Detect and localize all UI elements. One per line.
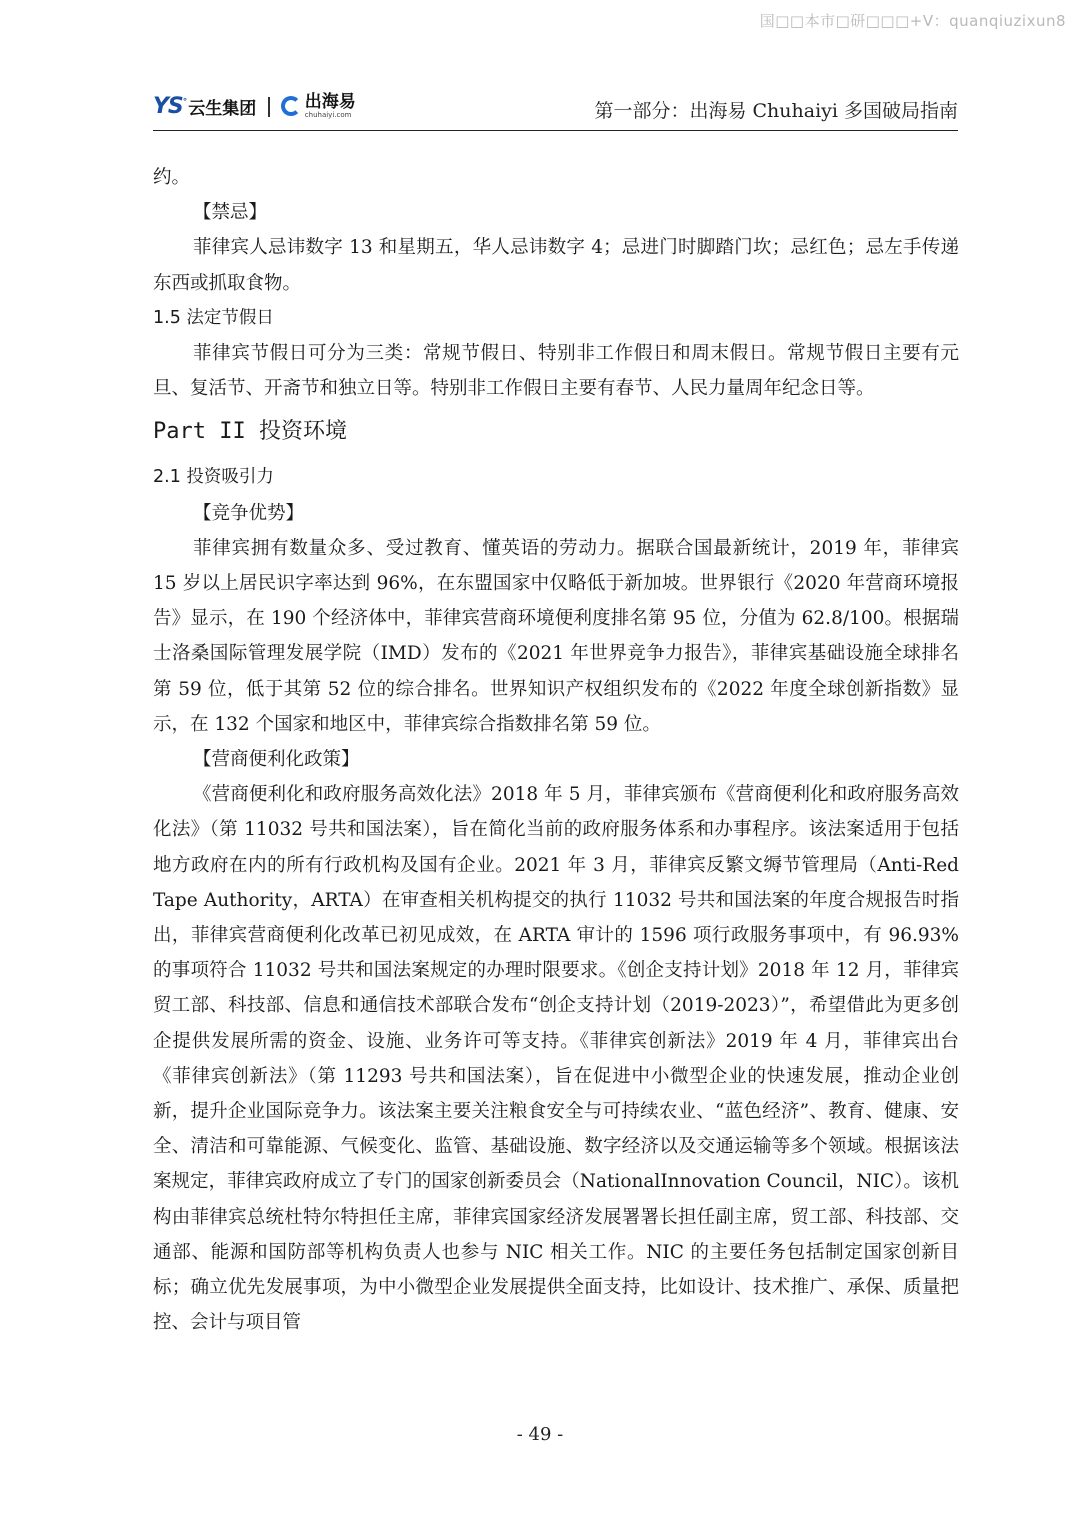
chuhaiyi-logo <box>305 94 356 119</box>
page-content <box>153 160 959 1341</box>
paragraph-continuation: 约。 <box>153 167 191 188</box>
page-header <box>153 90 958 131</box>
chuhaiyi-logo-url: chuhaiyi.com <box>304 111 352 119</box>
ys-logo-name: 云生集团 <box>188 99 257 119</box>
holiday-paragraph: 菲律宾节假日可分为三类：常规节假日、特别非工作假日和周末假日。常规节假日主要有元旦、复活节、开斋节和独立日等。特别非工作假日主要有春节、人民力量周年纪念日等。 <box>153 343 959 400</box>
advantage-paragraph: 菲律宾拥有数量众多、受过教育、懂英语的劳动力。据联合国最新统计，2019 年，菲律宾 15 岁以上居民识字率达到 96%，在东盟国家中仅略低于新加坡。世界银行《2020 年营商环境报告》显示，在 190 个经济体中，菲律宾营商环境便利度排名第 95 位，分值为 62.8/100。根据瑞士洛桑国际管理发展学院（IMD）发布的《2021 年世界竞争力报告》，菲律宾基础设施全球排名第 59 位，低于其第 52 位的综合排名。世界知识产权组织发布的《2022 年度全球创新指数》显示，在 132 个国家和地区中，菲律宾综合指数排名第 59 位。 <box>153 537 959 735</box>
taboo-heading: 【禁忌】 <box>193 202 268 224</box>
section-2-1-heading: 2.1 投资吸引力 <box>153 467 274 488</box>
header-logos <box>153 94 356 119</box>
chuhaiyi-logo-icon <box>281 96 301 116</box>
policy-paragraph: 《营商便利化和政府服务高效化法》2018 年 5 月，菲律宾颁布《营商便利化和政府服务高效化法》（第 11032 号共和国法案），旨在简化当前的政府服务体系和办事程序。该法案适用于包括地方政府在内的所有行政机构及国有企业。2021 年 3 月，菲律宾反繁文缛节管理局（Anti-Red Tape Authority，ARTA）在审查相关机构提交的执行 11032 号共和国法案的年度合规报告时指出，菲律宾营商便利化改革已初见成效，在 ARTA 审计的 1596 项行政服务事项中，有 96.93%的事项符合 11032 号共和国法案规定的办理时限要求。《创企支持计划》2018 年 12 月，菲律宾贸工部、科技部、信息和通信技术部联合发布“创企支持计划（2019-2023）”，希望借此为更多创企提供发展所需的资金、设施、业务许可等支持。《菲律宾创新法》2019 年 4 月，菲律宾出台《菲律宾创新法》（第 11293 号共和国法案），旨在促进中小微型企业的快速发展，推动企业创新，提升企业国际竞争力。该法案主要关注粮食安全与可持续农业、“蓝色经济”、教育、健康、安全、清洁和可靠能源、气候变化、监管、基础设施、数字经济以及交通运输等多个领域。根据该法案规定，菲律宾政府成立了专门的国家创新委员会（NationalInnovation Council，NIC）。该机构由菲律宾总统杜特尔特担任主席，菲律宾国家经济发展署署长担任副主席，贸工部、科技部、交通部、能源和国防部等机构负责人也参与 NIC 相关工作。NIC 的主要任务包括制定国家创新目标；确立优先发展事项，为中小微型企业发展提供全面支持，比如设计、技术推广、承保、质量把控、会计与项目管 <box>153 784 959 1334</box>
watermark-text: 国□□本市□研□□□+V：quanqiuzixun8 <box>759 12 1066 30</box>
part-title: 投资环境 <box>258 419 347 445</box>
header-title: 第一部分：出海易 Chuhaiyi 多国破局指南 <box>594 100 958 122</box>
taboo-paragraph: 菲律宾人忌讳数字 13 和星期五，华人忌讳数字 4；忌进门时脚踏门坎；忌红色；忌左手传递东西或抓取食物。 <box>153 237 959 294</box>
advantage-heading: 【竞争优势】 <box>193 502 305 524</box>
section-1-5-heading: 1.5 法定节假日 <box>153 307 274 328</box>
part-label: Part II <box>153 419 246 445</box>
chuhaiyi-logo-name: 出海易 <box>304 92 356 112</box>
ys-logo-mark: YS° <box>153 94 187 119</box>
page-number: - 49 - <box>516 1424 564 1445</box>
part-ii-heading <box>153 416 959 448</box>
policy-heading: 【营商便利化政策】 <box>193 749 360 771</box>
logo-divider <box>268 97 270 117</box>
